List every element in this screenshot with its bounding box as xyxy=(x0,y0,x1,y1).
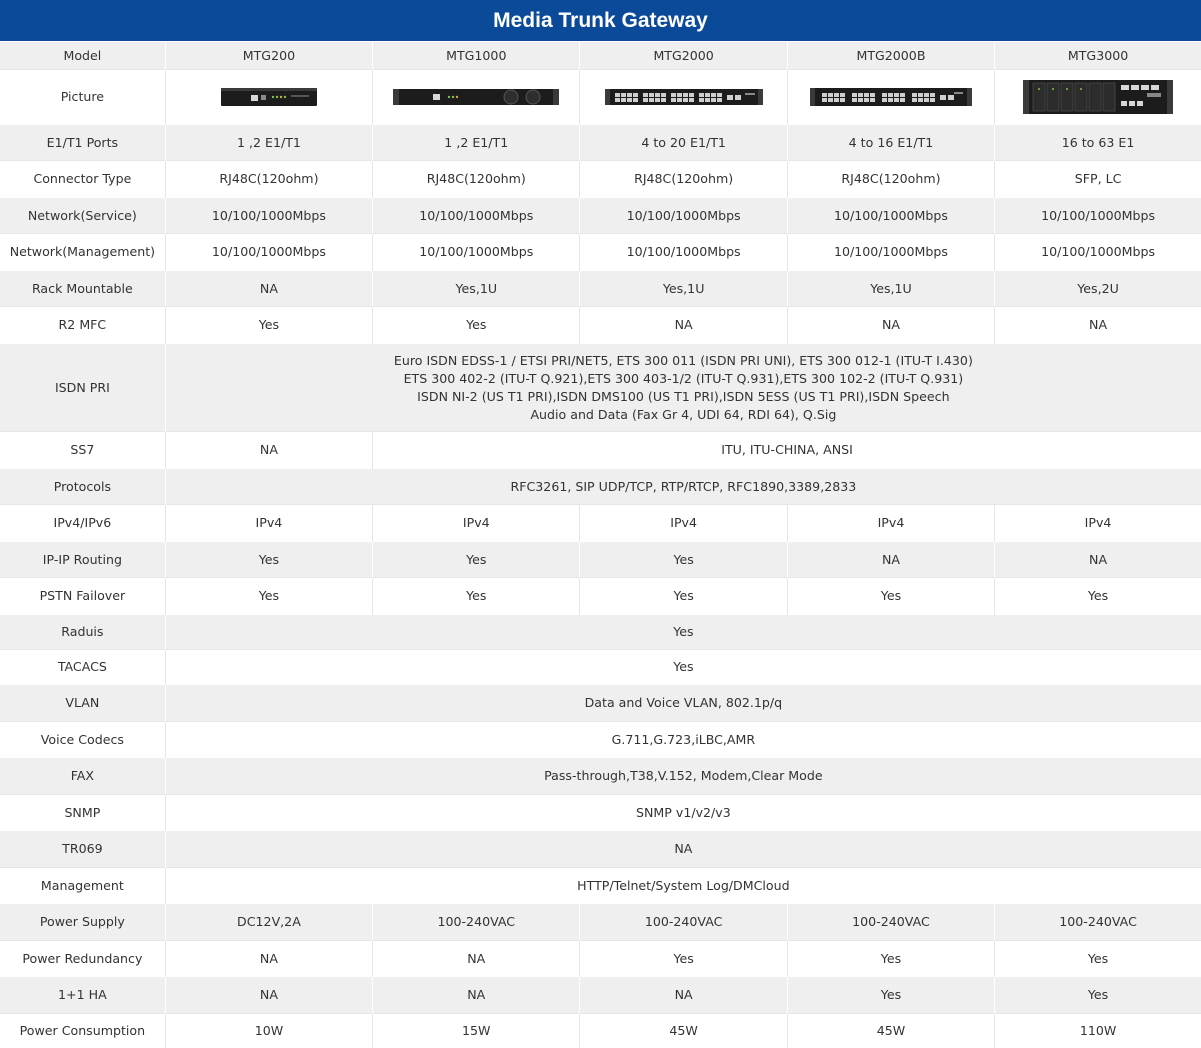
cell: 4 to 16 E1/T1 xyxy=(787,125,994,161)
model-name: MTG200 xyxy=(165,42,372,70)
table-row-codecs xyxy=(0,722,1201,758)
cell: IPv4 xyxy=(373,505,580,542)
device-mtg200-icon xyxy=(165,70,372,125)
table-row-power-supply xyxy=(0,904,1201,941)
row-label: IP-IP Routing xyxy=(0,542,165,578)
cell: 45W xyxy=(580,1014,787,1048)
table-row-snmp xyxy=(0,795,1201,831)
cell: NA xyxy=(787,542,994,578)
cell: Yes xyxy=(165,542,372,578)
cell: RJ48C(120ohm) xyxy=(787,161,994,198)
row-label: Power Supply xyxy=(0,904,165,941)
row-label: Rack Mountable xyxy=(0,271,165,307)
cell: 10/100/1000Mbps xyxy=(580,234,787,271)
table-row-radius xyxy=(0,615,1201,650)
cell: Yes xyxy=(373,542,580,578)
cell: NA xyxy=(373,941,580,977)
row-label: Power Consumption xyxy=(0,1014,165,1048)
cell: NA xyxy=(165,271,372,307)
cell: IPv4 xyxy=(787,505,994,542)
table-row-fax xyxy=(0,758,1201,795)
table-row-model xyxy=(0,42,1201,70)
cell: RFC3261, SIP UDP/TCP, RTP/RTCP, RFC1890,3389,2833 xyxy=(165,469,1201,505)
row-label: SNMP xyxy=(0,795,165,831)
row-label: Network(Service) xyxy=(0,198,165,234)
table-row-r2mfc xyxy=(0,307,1201,344)
model-name: MTG2000B xyxy=(787,42,994,70)
cell: Yes xyxy=(580,941,787,977)
cell: 10/100/1000Mbps xyxy=(787,198,994,234)
model-name: MTG3000 xyxy=(995,42,1201,70)
cell: IPv4 xyxy=(995,505,1201,542)
device-mtg2000b-icon xyxy=(787,70,994,125)
row-label: Model xyxy=(0,42,165,70)
cell: RJ48C(120ohm) xyxy=(580,161,787,198)
table-row-tacacs xyxy=(0,650,1201,685)
isdn-line: ETS 300 402-2 (ITU-T Q.921),ETS 300 403-1/2 (ITU-T Q.931),ETS 300 102-2 (ITU-T Q.931) xyxy=(403,370,964,386)
cell: Yes xyxy=(373,578,580,615)
cell: G.711,G.723,iLBC,AMR xyxy=(165,722,1201,758)
isdn-line: Euro ISDN EDSS-1 / ETSI PRI/NET5, ETS 300 011 (ISDN PRI UNI), ETS 300 012-1 (ITU-T I.430) xyxy=(393,352,973,368)
table-row-picture xyxy=(0,70,1201,125)
row-label: Raduis xyxy=(0,615,165,650)
cell: NA xyxy=(787,307,994,344)
cell: 16 to 63 E1 xyxy=(995,125,1201,161)
page-title: Media Trunk Gateway xyxy=(0,0,1201,41)
cell: IPv4 xyxy=(165,505,372,542)
cell: Yes,1U xyxy=(787,271,994,307)
table-row-tr069 xyxy=(0,831,1201,868)
cell: NA xyxy=(165,831,1201,868)
cell: Yes xyxy=(580,542,787,578)
row-label: 1+1 HA xyxy=(0,977,165,1014)
row-label: E1/T1 Ports xyxy=(0,125,165,161)
cell: Yes xyxy=(787,578,994,615)
row-label: Network(Management) xyxy=(0,234,165,271)
cell: 10/100/1000Mbps xyxy=(373,234,580,271)
isdn-cell xyxy=(165,344,1201,432)
row-label: FAX xyxy=(0,758,165,795)
table-row-power-consumption xyxy=(0,1014,1201,1048)
cell: Yes,1U xyxy=(580,271,787,307)
cell: NA xyxy=(580,977,787,1014)
cell: Yes xyxy=(580,578,787,615)
cell: Yes xyxy=(995,977,1201,1014)
cell: NA xyxy=(165,432,372,469)
row-label: IPv4/IPv6 xyxy=(0,505,165,542)
table-row-ha xyxy=(0,977,1201,1014)
cell: SFP, LC xyxy=(995,161,1201,198)
isdn-line: Audio and Data (Fax Gr 4, UDI 64, RDI 64), Q.Sig xyxy=(530,406,837,422)
row-label: Management xyxy=(0,868,165,904)
cell: RJ48C(120ohm) xyxy=(373,161,580,198)
cell: 100-240VAC xyxy=(373,904,580,941)
cell: NA xyxy=(995,307,1201,344)
cell: 10/100/1000Mbps xyxy=(995,234,1201,271)
cell: Yes,2U xyxy=(995,271,1201,307)
cell: Yes xyxy=(787,977,994,1014)
isdn-line: ISDN NI-2 (US T1 PRI),ISDN DMS100 (US T1 PRI),ISDN 5ESS (US T1 PRI),ISDN Speech xyxy=(417,388,950,404)
row-label: SS7 xyxy=(0,432,165,469)
cell: Data and Voice VLAN, 802.1p/q xyxy=(165,685,1201,722)
cell: Yes xyxy=(995,941,1201,977)
row-label: Connector Type xyxy=(0,161,165,198)
model-name: MTG2000 xyxy=(580,42,787,70)
cell: 1 ,2 E1/T1 xyxy=(373,125,580,161)
spec-table xyxy=(0,41,1201,1048)
table-row-management xyxy=(0,868,1201,904)
cell: Yes xyxy=(787,941,994,977)
table-row-ipip xyxy=(0,542,1201,578)
table-row-e1t1 xyxy=(0,125,1201,161)
cell: 10/100/1000Mbps xyxy=(995,198,1201,234)
table-row-pstn xyxy=(0,578,1201,615)
row-label: VLAN xyxy=(0,685,165,722)
cell: RJ48C(120ohm) xyxy=(165,161,372,198)
device-mtg3000-icon xyxy=(995,70,1201,125)
device-mtg2000-icon xyxy=(580,70,787,125)
row-label: ISDN PRI xyxy=(0,344,165,432)
cell: 10/100/1000Mbps xyxy=(580,198,787,234)
table-row-vlan xyxy=(0,685,1201,722)
table-row-protocols xyxy=(0,469,1201,505)
cell: SNMP v1/v2/v3 xyxy=(165,795,1201,831)
cell: 10/100/1000Mbps xyxy=(165,234,372,271)
cell: ITU, ITU-CHINA, ANSI xyxy=(373,432,1201,469)
row-label: Picture xyxy=(0,70,165,125)
cell: 100-240VAC xyxy=(580,904,787,941)
cell: Yes,1U xyxy=(373,271,580,307)
table-row-network-management xyxy=(0,234,1201,271)
cell: NA xyxy=(373,977,580,1014)
cell: Pass-through,T38,V.152, Modem,Clear Mode xyxy=(165,758,1201,795)
table-row-isdn xyxy=(0,344,1201,432)
row-label: TR069 xyxy=(0,831,165,868)
row-label: R2 MFC xyxy=(0,307,165,344)
cell: 10/100/1000Mbps xyxy=(373,198,580,234)
model-name: MTG1000 xyxy=(373,42,580,70)
cell: 15W xyxy=(373,1014,580,1048)
cell: 10/100/1000Mbps xyxy=(165,198,372,234)
cell: 10/100/1000Mbps xyxy=(787,234,994,271)
cell: Yes xyxy=(165,650,1201,685)
cell: 100-240VAC xyxy=(787,904,994,941)
table-row-connector xyxy=(0,161,1201,198)
cell: IPv4 xyxy=(580,505,787,542)
cell: NA xyxy=(165,977,372,1014)
cell: 4 to 20 E1/T1 xyxy=(580,125,787,161)
cell: Yes xyxy=(165,615,1201,650)
table-row-ss7 xyxy=(0,432,1201,469)
row-label: Protocols xyxy=(0,469,165,505)
cell: HTTP/Telnet/System Log/DMCloud xyxy=(165,868,1201,904)
cell: Yes xyxy=(165,578,372,615)
table-row-network-service xyxy=(0,198,1201,234)
cell: 10W xyxy=(165,1014,372,1048)
cell: 1 ,2 E1/T1 xyxy=(165,125,372,161)
cell: NA xyxy=(165,941,372,977)
cell: Yes xyxy=(165,307,372,344)
cell: 45W xyxy=(787,1014,994,1048)
cell: DC12V,2A xyxy=(165,904,372,941)
row-label: TACACS xyxy=(0,650,165,685)
table-row-rack xyxy=(0,271,1201,307)
row-label: Voice Codecs xyxy=(0,722,165,758)
cell: Yes xyxy=(995,578,1201,615)
device-mtg1000-icon xyxy=(373,70,580,125)
cell: 110W xyxy=(995,1014,1201,1048)
cell: NA xyxy=(580,307,787,344)
table-row-power-redundancy xyxy=(0,941,1201,977)
cell: Yes xyxy=(373,307,580,344)
table-row-ip xyxy=(0,505,1201,542)
cell: 100-240VAC xyxy=(995,904,1201,941)
cell: NA xyxy=(995,542,1201,578)
row-label: Power Redundancy xyxy=(0,941,165,977)
row-label: PSTN Failover xyxy=(0,578,165,615)
